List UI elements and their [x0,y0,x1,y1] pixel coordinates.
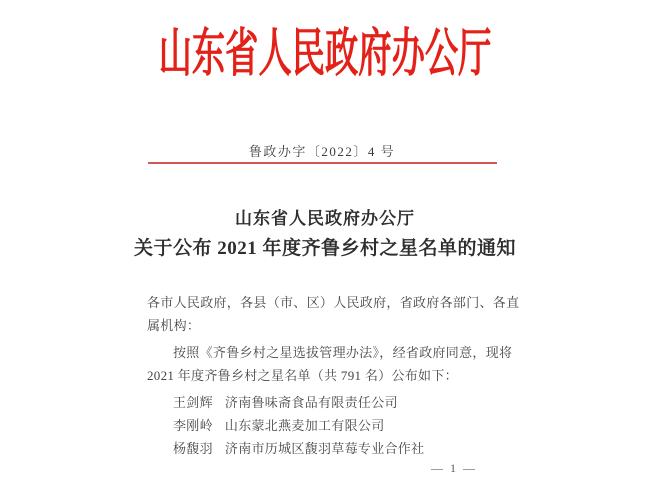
notice-title-issuer: 山东省人民政府办公厅 [235,209,415,228]
star-organization: 济南市历城区馥羽草莓专业合作社 [224,441,425,456]
star-organization: 山东蒙北燕麦加工有限公司 [224,418,385,433]
salutation-line-1: 各市人民政府，各县（市、区）人民政府，省政府各部门、各直 [147,295,520,310]
notice-body [147,291,532,460]
page-number: — 1 — [431,461,477,475]
star-name: 杨馥羽 [173,441,213,456]
masthead-title: 山东省人民政府办公厅 [158,26,492,83]
salutation-line-2: 属机构： [147,318,201,333]
notice-title-subject: 关于公布 2021 年度齐鲁乡村之星名单的通知 [133,238,516,259]
masthead [0,22,650,88]
paragraph-line-2: 2021 年度齐鲁乡村之星名单（共 791 名）公布如下： [147,368,458,383]
star-name: 李刚岭 [173,418,213,433]
red-divider-rule [148,162,497,164]
notice-title [0,208,650,261]
star-organization: 济南鲁味斋食品有限责任公司 [224,395,398,410]
document-number: 鲁政办字〔2022〕4 号 [248,144,396,159]
star-list-item [147,391,532,414]
star-list-item [147,414,532,437]
star-list-item [147,437,532,460]
paragraph-line-1: 按照《齐鲁乡村之星选拔管理办法》，经省政府同意，现将 [173,345,513,360]
star-name: 王剑辉 [173,395,213,410]
